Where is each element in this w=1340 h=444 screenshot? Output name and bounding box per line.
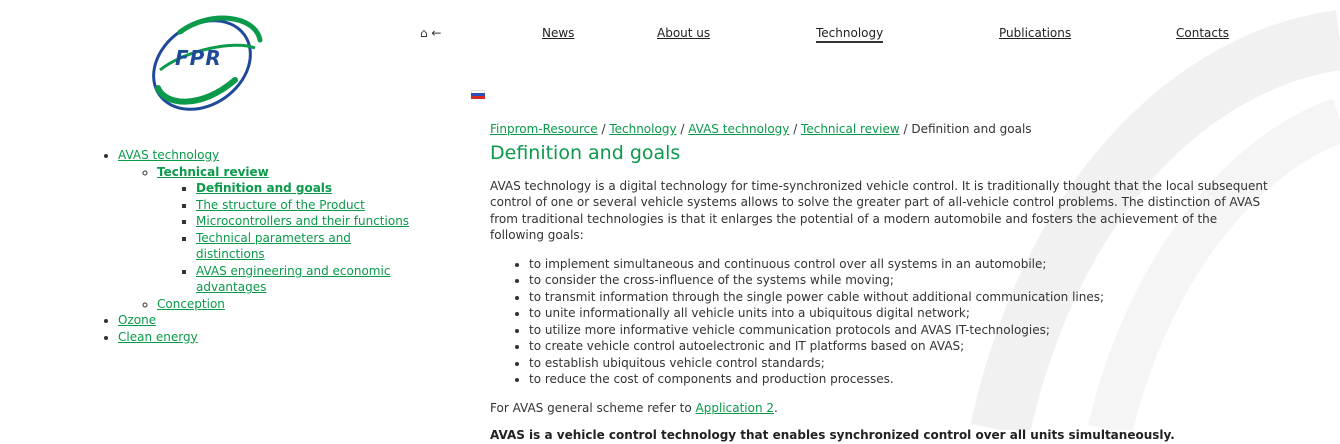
sidebar-link-ozone[interactable]: Ozone xyxy=(118,313,157,327)
sidebar-item-microcontrollers xyxy=(196,213,418,230)
sidebar-item-definition-and-goals xyxy=(196,180,418,197)
sidebar-link-technical-review[interactable]: Technical review xyxy=(157,164,269,179)
list-item: • to consider the cross-influence of the systems while moving; xyxy=(529,272,1270,289)
list-item: • to transmit information through the single power cable without additional communication lines; xyxy=(529,289,1270,306)
sidebar-link-microcontrollers[interactable]: Microcontrollers and their functions xyxy=(196,214,410,228)
sidebar-item-ozone xyxy=(118,312,418,329)
breadcrumb-separator: / xyxy=(789,122,802,136)
nav-technology[interactable]: Technology xyxy=(816,26,883,43)
list-item: • to reduce the cost of components and production processes. xyxy=(529,371,1270,388)
home-icon[interactable]: ⌂ ← xyxy=(420,26,442,40)
scheme-suffix: . xyxy=(774,400,778,415)
sidebar-item-avas-technology xyxy=(118,147,418,312)
sidebar-link-conception[interactable]: Conception xyxy=(157,296,225,311)
breadcrumb-current: Definition and goals xyxy=(911,122,1032,136)
sidebar-item-technical-review xyxy=(157,164,418,296)
intro-paragraph: AVAS technology is a digital technology for time-synchronized vehicle control. It is traditionally thought that the local subsequent control of one or several vehicle systems allows to solve the greater part of all-vehicle control problems. The distinction of AVAS from traditional technologies is that it enlarges the potential of a modern automobile and fosters the achievement of the following goals: xyxy=(490,178,1268,242)
nav-contacts[interactable]: Contacts xyxy=(1176,26,1229,40)
breadcrumb-separator: / xyxy=(597,122,610,136)
breadcrumb-technology[interactable]: Technology xyxy=(609,122,677,136)
breadcrumb-finprom-resource[interactable]: Finprom-Resource xyxy=(490,122,598,136)
summary-statement: AVAS is a vehicle control technology that enables synchronized control over all units simultaneously. xyxy=(490,428,1175,442)
breadcrumb-separator: / xyxy=(899,122,912,136)
sidebar-item-clean-energy xyxy=(118,329,418,346)
top-navigation xyxy=(0,24,1340,44)
sidebar-link-structure[interactable]: The structure of the Product xyxy=(196,197,365,212)
sidebar-item-structure xyxy=(196,197,418,214)
sidebar-link-technical-parameters[interactable]: Technical parameters and distinctions xyxy=(196,230,351,261)
page-title: Definition and goals xyxy=(490,141,681,164)
list-item: • to unite informationally all vehicle units into a ubiquitous digital network; xyxy=(529,305,1270,322)
application-2-link[interactable]: Application 2 xyxy=(695,400,775,415)
sidebar-item-engineering-advantages xyxy=(196,263,418,296)
sidebar-navigation xyxy=(88,147,418,345)
nav-news[interactable]: News xyxy=(542,26,575,40)
goals-list xyxy=(490,256,1270,388)
breadcrumb-technical-review[interactable]: Technical review xyxy=(801,122,900,136)
list-item: • to utilize more informative vehicle communication protocols and AVAS IT-technologies; xyxy=(529,322,1270,339)
breadcrumb xyxy=(490,121,1270,138)
scheme-prefix: For AVAS general scheme refer to xyxy=(490,400,696,415)
breadcrumb-avas-technology[interactable]: AVAS technology xyxy=(688,122,790,136)
sidebar-item-technical-parameters xyxy=(196,230,418,263)
scheme-paragraph xyxy=(490,400,1270,417)
nav-publications[interactable]: Publications xyxy=(999,26,1072,40)
sidebar-item-conception xyxy=(157,296,418,313)
breadcrumb-separator: / xyxy=(676,122,689,136)
main-content xyxy=(490,121,1270,444)
sidebar-link-definition-and-goals[interactable]: Definition and goals xyxy=(196,181,333,195)
russian-flag-icon[interactable] xyxy=(471,90,485,99)
list-item: • to implement simultaneous and continuous control over all systems in an automobile; xyxy=(529,256,1270,273)
sidebar-link-clean-energy[interactable]: Clean energy xyxy=(118,329,198,344)
list-item: • to establish ubiquitous vehicle control standards; xyxy=(529,355,1270,372)
list-item: • to create vehicle control autoelectronic and IT platforms based on AVAS; xyxy=(529,338,1270,355)
logo-text: FPR xyxy=(175,46,222,70)
nav-about-us[interactable]: About us xyxy=(657,26,711,40)
sidebar-link-engineering-advantages[interactable]: AVAS engineering and economic advantages xyxy=(196,263,391,294)
sidebar-link-avas-technology[interactable]: AVAS technology xyxy=(118,148,220,162)
